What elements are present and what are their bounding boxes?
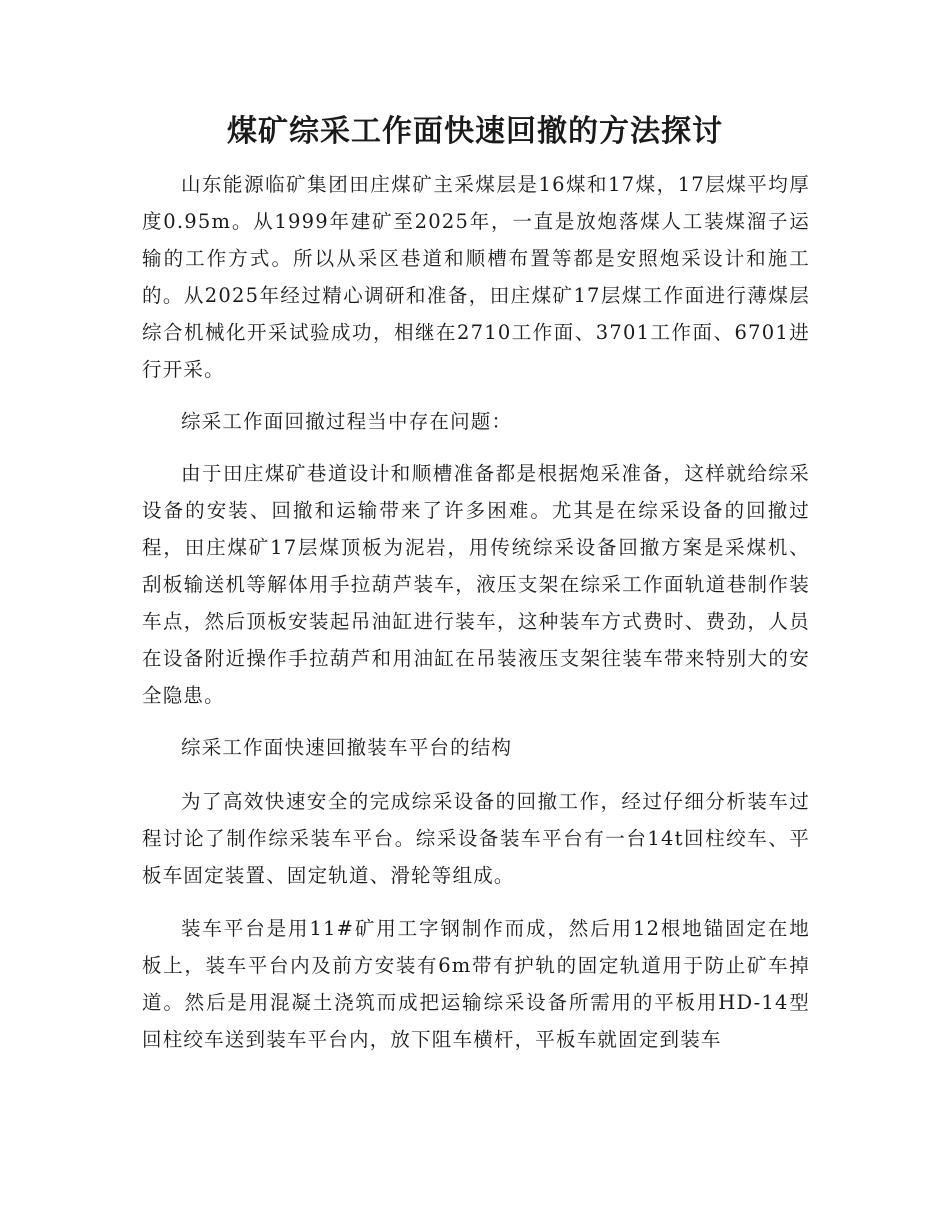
- paragraph-structure-heading: 综采工作面快速回撤装车平台的结构: [181, 736, 513, 759]
- paragraph-platform-purpose: 为了高效快速安全的完成综采设备的回撤工作，经过仔细分析装车过程讨论了制作综采装车平台。综采设备装车平台有一台14t回柱绞车、平板车固定装置、固定轨道、滑轮等组成。: [142, 790, 810, 887]
- paragraph-problems-heading: 综采工作面回撤过程当中存在问题：: [181, 410, 513, 433]
- paragraph-platform-construction: 装车平台是用11#矿用工字钢制作而成，然后用12根地锚固定在地板上，装车平台内及前方安装有6m带有护轨的固定轨道用于防止矿车掉道。然后是用混凝土浇筑而成把运输综采设备所需用的平板用HD-14型回柱绞车送到装车平台内，放下阻车横杆，平板车就固定到装车: [142, 917, 810, 1051]
- document-title: 煤矿综采工作面快速回撤的方法探讨: [227, 114, 723, 149]
- paragraph-problems: 由于田庄煤矿巷道设计和顺槽准备都是根据炮采准备，这样就给综采设备的安装、回撤和运输带来了许多困难。尤其是在综采设备的回撤过程，田庄煤矿17层煤顶板为泥岩，用传统综采设备回撤方案是采煤机、刮板输送机等解体用手拉葫芦装车，液压支架在综采工作面轨道巷制作装车点，然后顶板安装起吊油缸进行装车，这种装车方式费时、费劲，人员在设备附近操作手拉葫芦和用油缸在吊装液压支架往装车带来特别大的安全隐患。: [142, 462, 810, 707]
- paragraph-intro: 山东能源临矿集团田庄煤矿主采煤层是16煤和17煤，17层煤平均厚度0.95m。从1999年建矿至2025年，一直是放炮落煤人工装煤溜子运输的工作方式。所以从采区巷道和顺槽布置等都是安照炮采设计和施工的。从2025年经过精心调研和准备，田庄煤矿17层煤工作面进行薄煤层综合机械化开采试验成功，相继在2710工作面、3701工作面、6701进行开采。: [142, 173, 810, 381]
